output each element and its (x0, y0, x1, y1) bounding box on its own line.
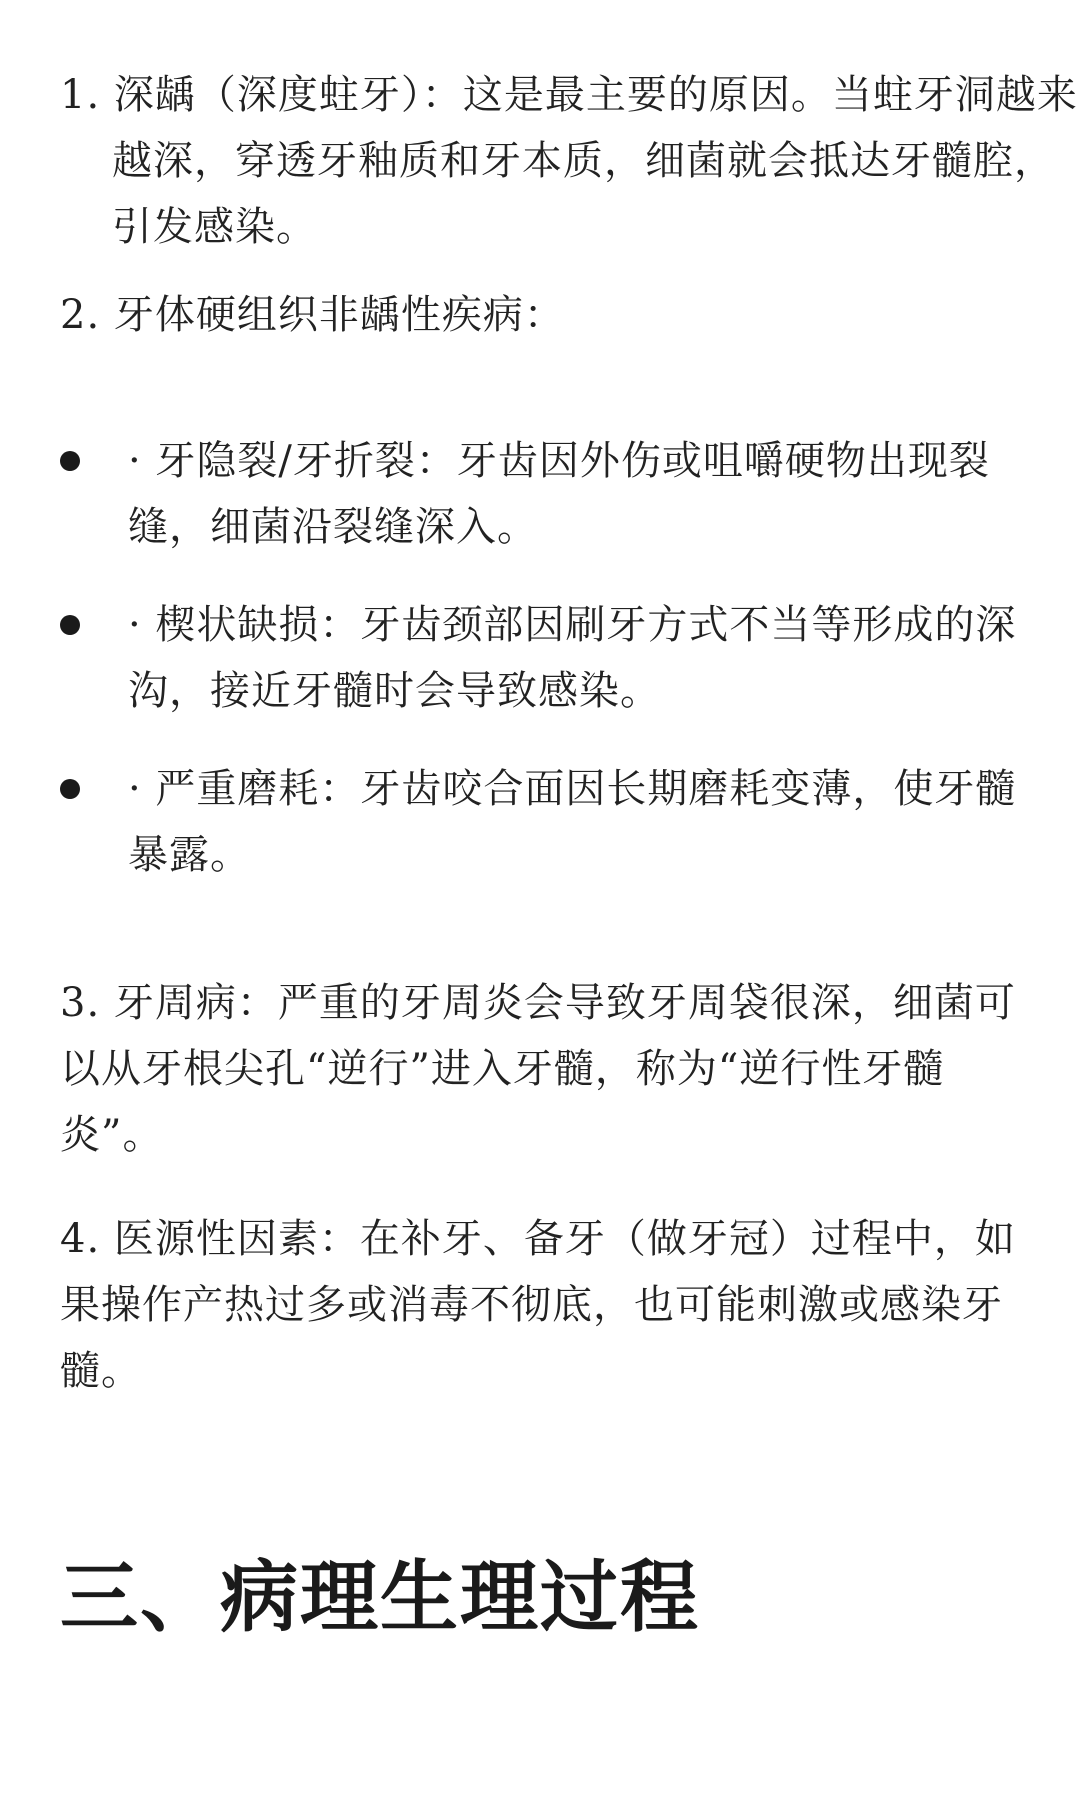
bullet-icon (60, 451, 80, 471)
cause-item-3: 3. 牙周病：严重的牙周炎会导致牙周袋很深，细菌可以从牙根尖孔“逆行”进入牙髓，称为“逆行性牙髓炎”。 (60, 980, 1016, 1158)
cause-item-2: 2. 牙体硬组织非龋性疾病： (60, 292, 565, 338)
section-heading: 三、病理生理过程 (60, 1552, 701, 1643)
bullet-text: · 严重磨耗：牙齿咬合面因长期磨耗变薄，使牙髓暴露。 (128, 766, 1017, 878)
bullet-icon (60, 615, 80, 635)
bullet-list-item (60, 428, 1030, 560)
cause-item-4: 4. 医源性因素：在补牙、备牙（做牙冠）过程中，如果操作产热过多或消毒不彻底，也可能刺激或感染牙髓。 (60, 1216, 1016, 1394)
bullet-text: · 楔状缺损：牙齿颈部因刷牙方式不当等形成的深沟，接近牙髓时会导致感染。 (128, 602, 1017, 714)
cause-item-1: 1. 深龋（深度蛀牙）：这是最主要的原因。当蛀牙洞越来越深，穿透牙釉质和牙本质，细菌就会抵达牙髓腔，引发感染。 (60, 72, 1078, 250)
bullet-list-item (60, 592, 1030, 724)
bullet-list-item (60, 756, 1030, 888)
bullet-text: · 牙隐裂/牙折裂：牙齿因外伤或咀嚼硬物出现裂缝，细菌沿裂缝深入。 (128, 438, 990, 550)
bullet-icon (60, 779, 80, 799)
